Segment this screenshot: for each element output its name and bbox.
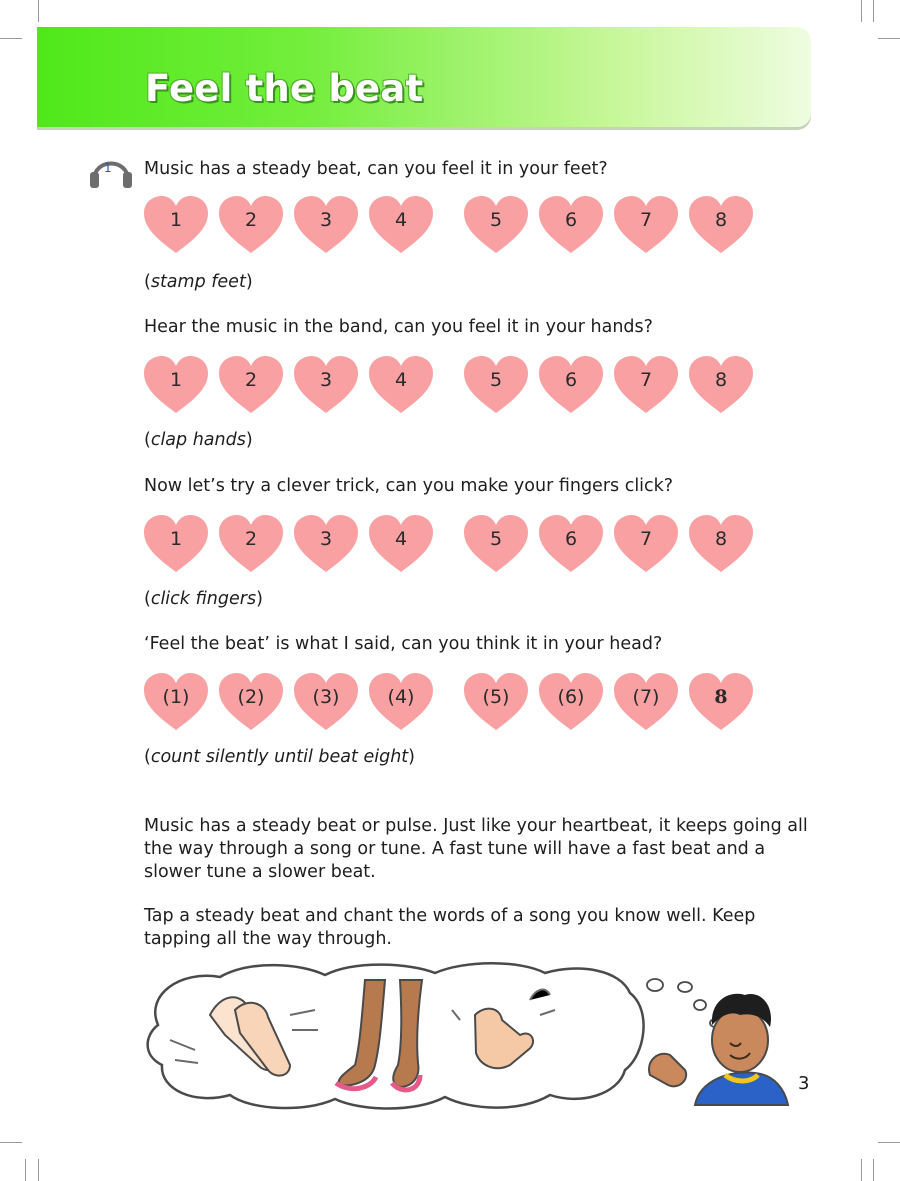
crop-mark [861, 1159, 862, 1181]
action-note [144, 272, 253, 292]
crop-mark [0, 1142, 22, 1143]
beat-row [143, 195, 763, 257]
beat-number: 4 [394, 528, 408, 550]
verse-line: Music has a steady beat, can you feel it in your feet? [144, 159, 608, 179]
action-text: click fingers [150, 589, 257, 609]
beat-heart [538, 195, 604, 255]
beat-number: 8 [714, 209, 728, 231]
beat-heart [613, 195, 679, 255]
crop-mark [38, 0, 39, 22]
beat-heart [688, 514, 754, 574]
beat-heart [218, 672, 284, 732]
track-number: 1 [104, 161, 112, 175]
beat-heart [688, 355, 754, 415]
beat-heart [368, 514, 434, 574]
beat-heart [143, 195, 209, 255]
beat-heart [463, 195, 529, 255]
beat-heart [293, 672, 359, 732]
page-title: Feel the beat [145, 67, 424, 110]
beat-number: 3 [319, 528, 333, 550]
verse-line: Hear the music in the band, can you feel it in your hands? [144, 317, 653, 337]
crop-mark [861, 0, 862, 22]
beat-number: (6) [557, 686, 585, 708]
paren-open: ( [144, 430, 151, 450]
beat-number: 5 [489, 369, 503, 391]
beat-number: 8 [714, 686, 728, 708]
beat-heart [538, 355, 604, 415]
crop-mark [878, 1142, 900, 1143]
beat-number: 8 [714, 369, 728, 391]
beat-heart [688, 195, 754, 255]
beat-heart [613, 355, 679, 415]
beat-number: (4) [387, 686, 415, 708]
beat-heart [293, 355, 359, 415]
paren-open: ( [144, 747, 151, 767]
beat-heart [218, 514, 284, 574]
boy-character [649, 994, 788, 1105]
body-paragraph: Tap a steady beat and chant the words of a song you know well. Keep tapping all the way through. [144, 906, 756, 949]
verse-line: Now let’s try a clever trick, can you make your fingers click? [144, 476, 674, 496]
beat-row [143, 514, 763, 576]
beat-heart [368, 355, 434, 415]
action-text: count silently until beat eight [150, 747, 409, 767]
beat-number: (1) [162, 686, 190, 708]
beat-number: 4 [394, 369, 408, 391]
small-thought-bubbles [647, 979, 720, 1027]
crop-mark [873, 0, 874, 22]
beat-heart [463, 355, 529, 415]
crop-mark [38, 1159, 39, 1181]
beat-heart [538, 672, 604, 732]
action-text: clap hands [150, 430, 246, 450]
verse-line: ‘Feel the beat’ is what I said, can you think it in your head? [144, 634, 663, 654]
beat-number: (5) [482, 686, 510, 708]
crop-mark [0, 38, 22, 39]
title-banner [37, 27, 811, 127]
beat-heart [368, 672, 434, 732]
beat-number: (2) [237, 686, 265, 708]
action-note [144, 747, 415, 767]
beat-number: 2 [244, 528, 258, 550]
paren-close: ) [256, 589, 263, 609]
beat-row [143, 672, 763, 734]
beat-heart [143, 355, 209, 415]
crop-mark [878, 38, 900, 39]
illustration [140, 955, 790, 1115]
beat-number: 5 [489, 528, 503, 550]
beat-number: 1 [169, 369, 183, 391]
beat-number: 2 [244, 209, 258, 231]
beat-row [143, 355, 763, 417]
paren-open: ( [144, 589, 151, 609]
beat-number: 2 [244, 369, 258, 391]
action-note [144, 589, 263, 609]
body-paragraph: Music has a steady beat or pulse. Just like your heartbeat, it keeps going all the way through a song or tune. A fast tune will have a fast beat and a slower tune a slower beat. [144, 816, 808, 882]
beat-heart [218, 195, 284, 255]
crop-mark [25, 1159, 26, 1181]
beat-heart [143, 672, 209, 732]
action-text: stamp feet [150, 272, 246, 292]
beat-number: 6 [564, 209, 578, 231]
beat-number: 8 [714, 528, 728, 550]
page-number: 3 [798, 1073, 810, 1094]
beat-number: (3) [312, 686, 340, 708]
beat-heart [218, 355, 284, 415]
beat-heart [463, 514, 529, 574]
beat-number: 6 [564, 528, 578, 550]
paren-close: ) [408, 747, 415, 767]
action-note [144, 430, 253, 450]
paren-close: ) [245, 430, 253, 450]
beat-heart [613, 514, 679, 574]
beat-number: 6 [564, 369, 578, 391]
beat-number: 5 [489, 209, 503, 231]
beat-heart [688, 672, 754, 732]
beat-number: 1 [169, 528, 183, 550]
beat-heart [463, 672, 529, 732]
beat-heart [613, 672, 679, 732]
beat-heart [293, 195, 359, 255]
beat-number: 3 [319, 369, 333, 391]
beat-number: (7) [632, 686, 660, 708]
beat-heart [293, 514, 359, 574]
beat-heart [538, 514, 604, 574]
paren-open: ( [144, 272, 151, 292]
paren-close: ) [245, 272, 253, 292]
beat-number: 1 [169, 209, 183, 231]
beat-heart [143, 514, 209, 574]
beat-number: 7 [639, 369, 653, 391]
beat-number: 7 [639, 528, 653, 550]
beat-number: 7 [639, 209, 653, 231]
crop-mark [873, 1159, 874, 1181]
beat-number: 3 [319, 209, 333, 231]
beat-heart [368, 195, 434, 255]
beat-number: 4 [394, 209, 408, 231]
